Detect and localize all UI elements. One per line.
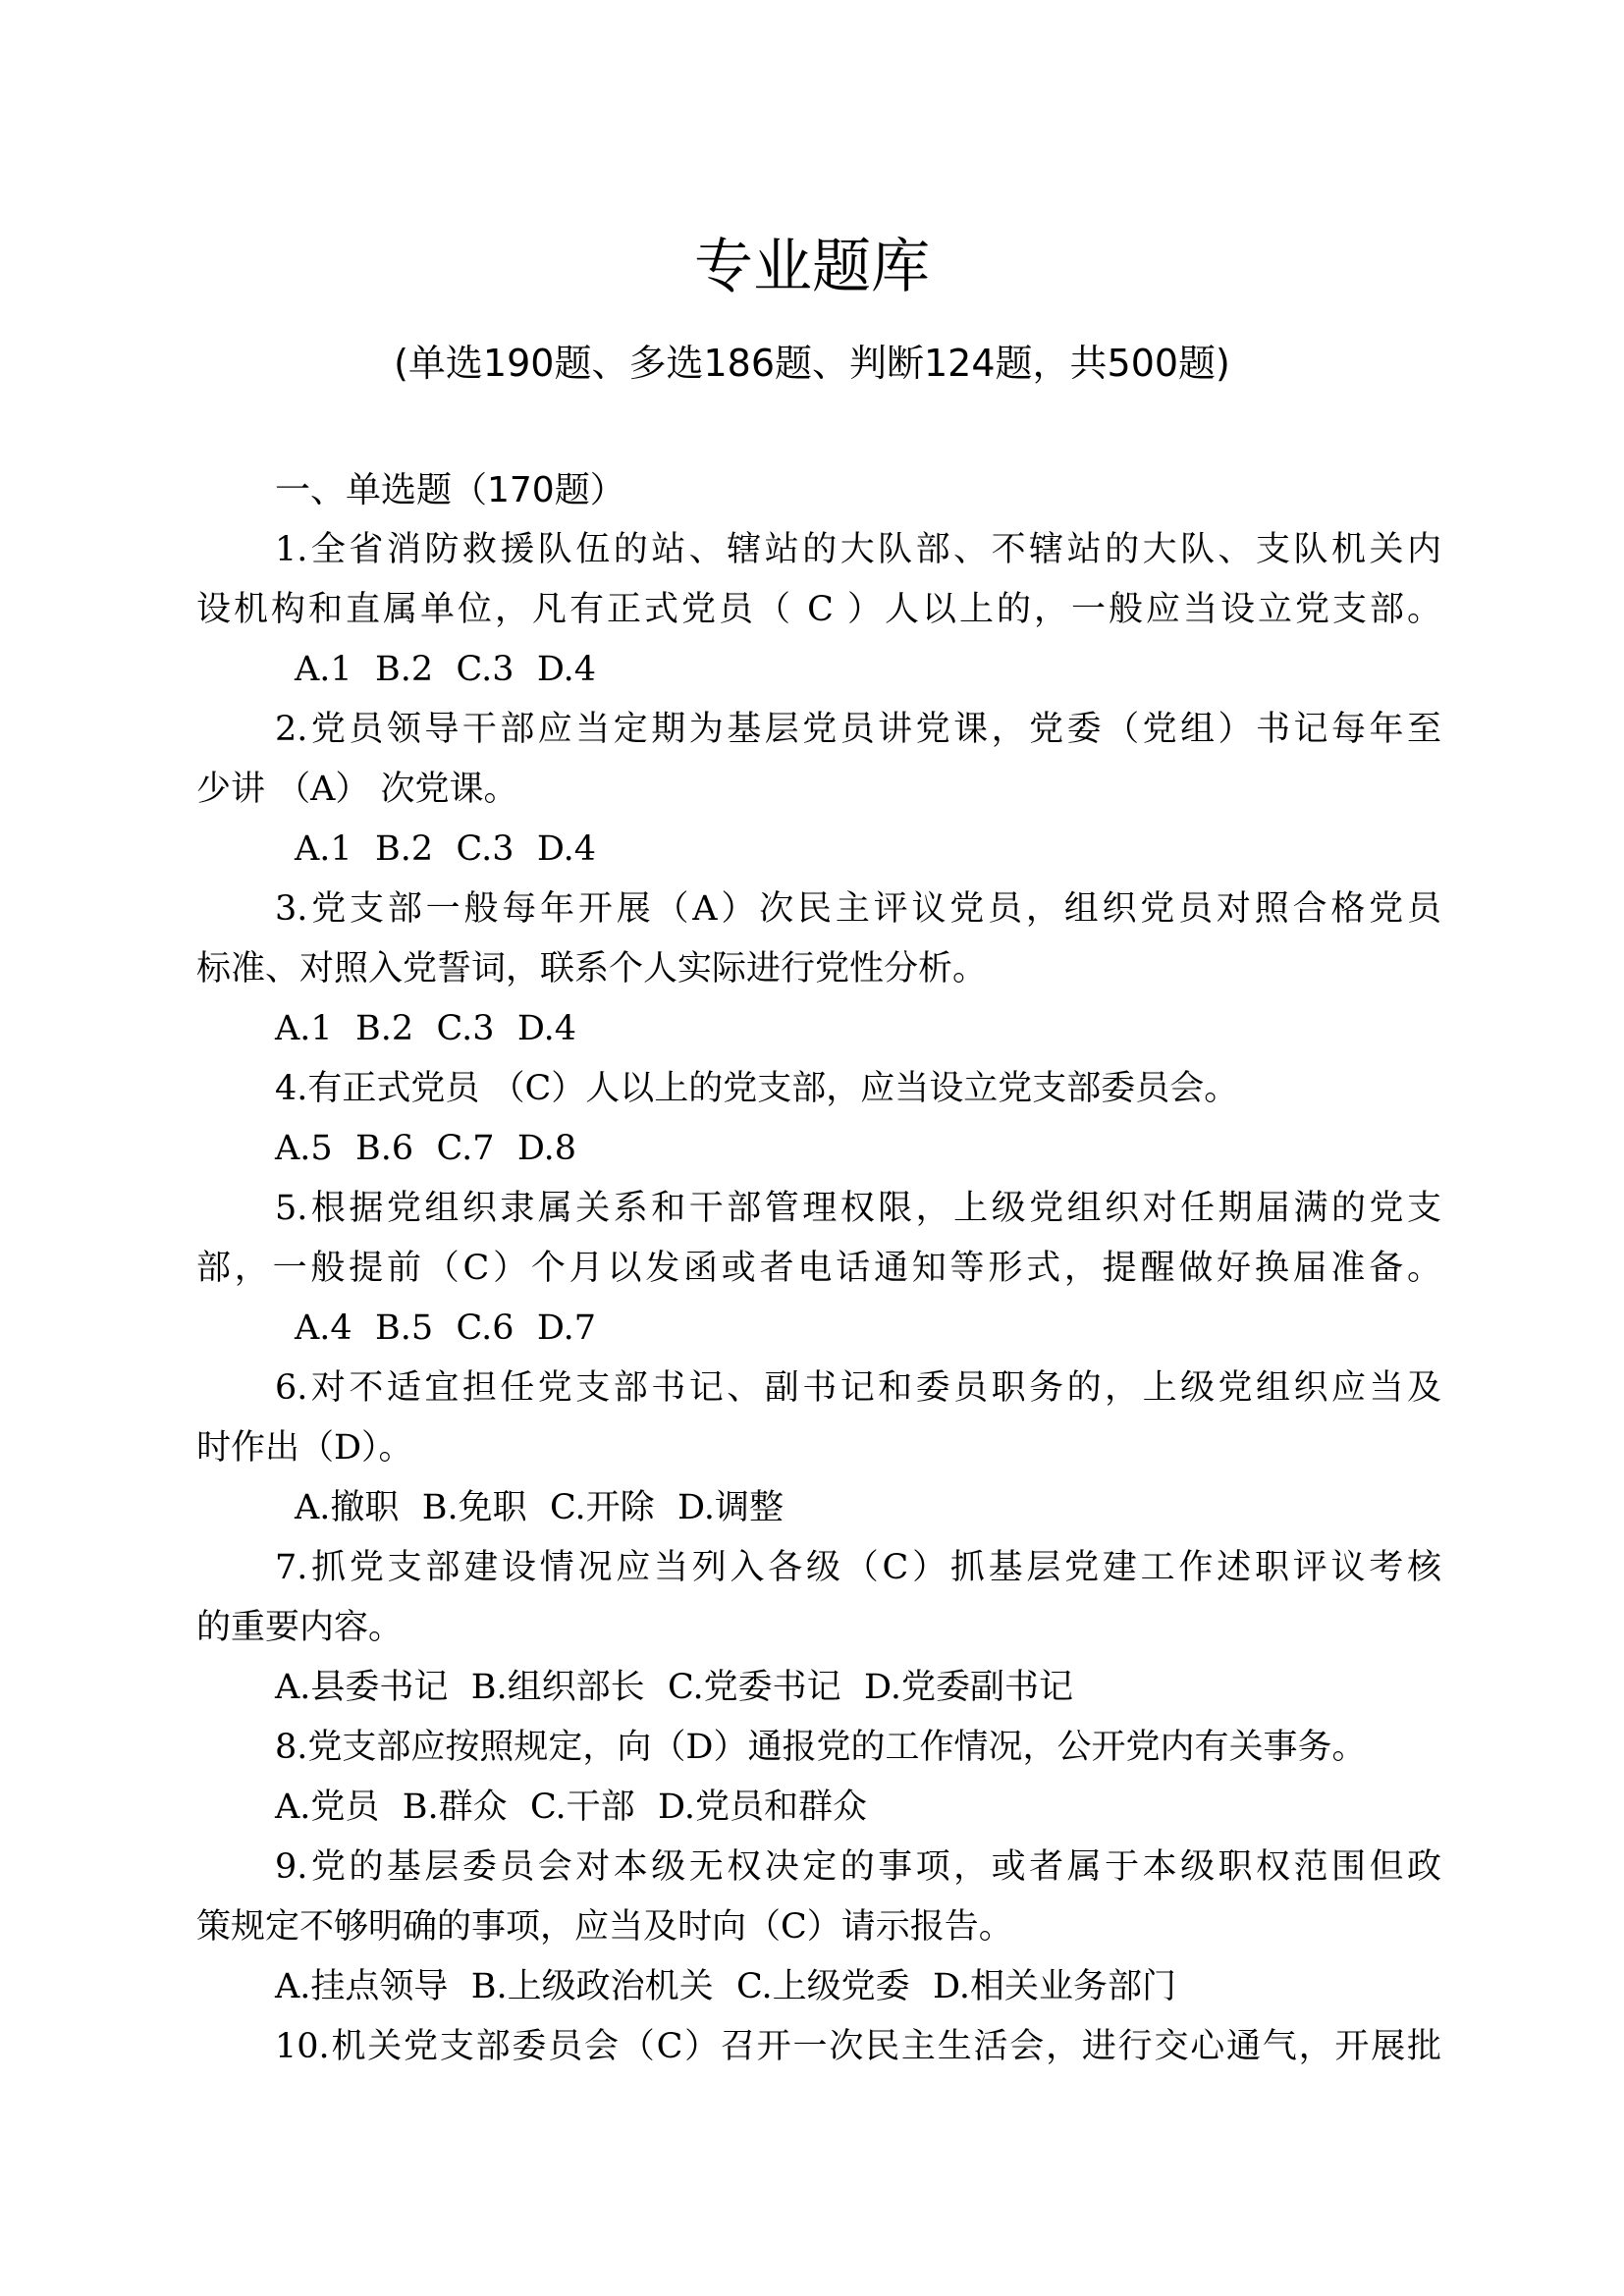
question-options: A.撤职 B.免职 C.开除 D.调整 (295, 1488, 784, 1527)
question-text-line: 少讲 （A） 次党课。 (196, 770, 518, 809)
question-item (196, 2017, 1441, 2077)
question-options: A.挂点领导 B.上级政治机关 C.上级党委 D.相关业务部门 (275, 1967, 1176, 2006)
question-text-line: 2.党员领导干部应当定期为基层党员讲党课，党委（党组）书记每年至 (275, 710, 1441, 749)
question-text-line: 6.对不适宜担任党支部书记、副书记和委员职务的，上级党组织应当及 (275, 1368, 1441, 1408)
question-options: A.县委书记 B.组织部长 C.党委书记 D.党委副书记 (275, 1668, 1073, 1707)
question-options: A.1 B.2 C.3 D.4 (295, 650, 597, 689)
question-text-line: 1.全省消防救援队伍的站、辖站的大队部、不辖站的大队、支队机关内 (275, 530, 1441, 569)
question-text-line: 部，一般提前（C）个月以发函或者电话通知等形式，提醒做好换届准备。 (196, 1249, 1441, 1288)
question-options: A.党员 B.群众 C.干部 D.党员和群众 (275, 1788, 867, 1827)
question-item (196, 1838, 1441, 2017)
question-item (196, 1538, 1441, 1718)
question-text-line: 的重要内容。 (196, 1608, 404, 1647)
question-item (196, 1059, 1441, 1179)
page-title: 专业题库 (694, 233, 930, 301)
section-heading: 一、单选题（170题） (275, 470, 625, 510)
question-options: A.4 B.5 C.6 D.7 (295, 1308, 597, 1348)
question-item (196, 1718, 1441, 1838)
question-item (196, 700, 1441, 880)
question-text-line: 4.有正式党员 （C）人以上的党支部，应当设立党支部委员会。 (275, 1069, 1239, 1108)
question-item (196, 1359, 1441, 1538)
page-subtitle: (单选190题、多选186题、判断124题，共500题) (394, 342, 1230, 385)
question-text-line: 时作出（D）。 (196, 1428, 413, 1468)
question-text-line: 9.党的基层委员会对本级无权决定的事项，或者属于本级职权范围但政 (275, 1847, 1441, 1887)
question-text-line: 10.机关党支部委员会（C）召开一次民主生活会，进行交心通气，开展批 (275, 2027, 1441, 2066)
question-options: A.1 B.2 C.3 D.4 (295, 829, 597, 869)
question-text-line: 8.党支部应按照规定，向（D）通报党的工作情况，公开党内有关事务。 (275, 1728, 1367, 1767)
question-text-line: 策规定不够明确的事项，应当及时向（C）请示报告。 (196, 1907, 1013, 1947)
question-item (196, 880, 1441, 1059)
question-options: A.1 B.2 C.3 D.4 (275, 1009, 577, 1048)
question-item (196, 1179, 1441, 1359)
question-item (196, 520, 1441, 700)
question-text-line: 5.根据党组织隶属关系和干部管理权限，上级党组织对任期届满的党支 (275, 1189, 1441, 1228)
question-options: A.5 B.6 C.7 D.8 (275, 1129, 577, 1168)
question-text-line: 标准、对照入党誓词，联系个人实际进行党性分析。 (196, 949, 988, 988)
question-text-line: 设机构和直属单位，凡有正式党员（ C ）人以上的，一般应当设立党支部。 (196, 590, 1441, 629)
question-text-line: 3.党支部一般每年开展（A）次民主评议党员，组织党员对照合格党员 (275, 889, 1441, 929)
question-bank-content (196, 461, 1441, 2077)
question-text-line: 7.抓党支部建设情况应当列入各级（C）抓基层党建工作述职评议考核 (275, 1548, 1441, 1587)
